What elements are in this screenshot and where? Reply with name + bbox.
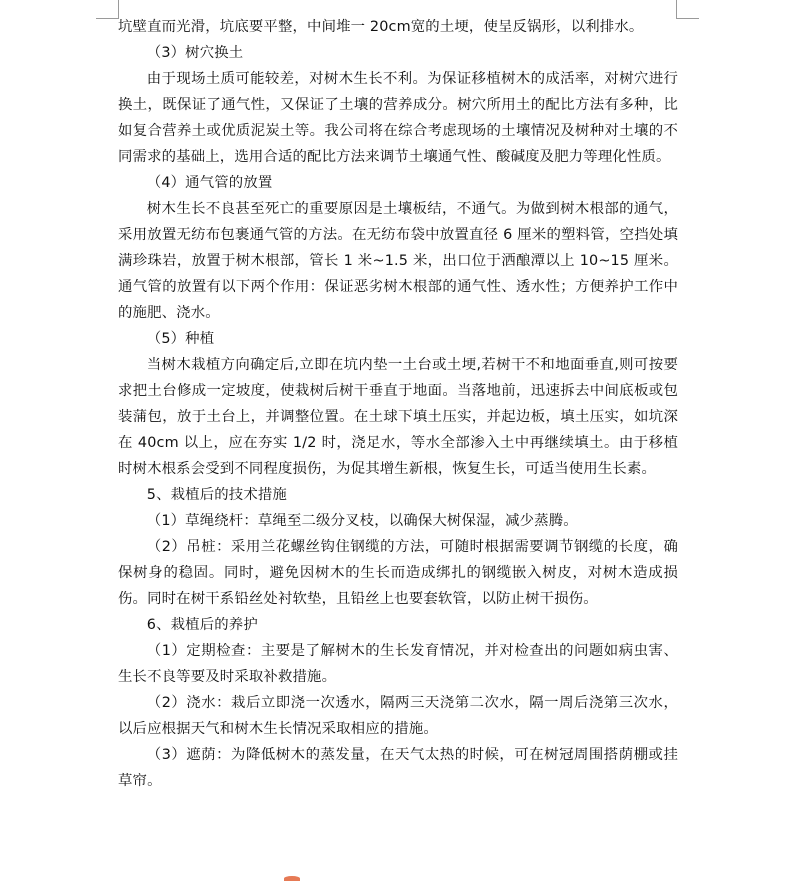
- page-corner-mark-right: [676, 0, 699, 19]
- page-corner-mark-left: [96, 0, 119, 19]
- paragraph-ventilation-pipe: 树木生长不良甚至死亡的重要原因是土壤板结，不通气。为做到树木根部的通气，采用放置无纺布包裹通气管的方法。在无纺布袋中放置直径 6 厘米的塑料管，空挡处填满珍珠岩，放置于树木根部，管长 1 米~1.5 米，出口位于洒酿潭以上 10~15 厘米。通气管的放置有以下两个作用：保证恶劣树木根部的通气性、透水性；方便养护工作中的施肥、浇水。: [118, 201, 678, 321]
- paragraph-planting: 当树木栽植方向确定后,立即在坑内垫一土台或土埂,若树干不和地面垂直,则可按要求把土台修成一定坡度，使栽树后树干垂直于地面。当落地前，迅速拆去中间底板或包装蒲包，放于土台上，并调整位置。在土球下填土压实，并起边板，填土压实，如坑深在 40cm 以上，应在夯实 1/2 时，浇足水，等水全部渗入土中再继续填土。由于移植时树木根系会受到不同程度损伤，为促其增生新根，恢复生长，可适当使用生长素。: [118, 357, 678, 477]
- section-heading-post-planting-measures: 5、栽植后的技术措施: [146, 487, 287, 503]
- paragraph-regular-inspection: （1）定期检查：主要是了解树木的生长发育情况，并对检查出的问题如病虫害、生长不良等要及时采取补救措施。: [118, 643, 678, 685]
- document-body: [118, 14, 678, 794]
- paragraph-soil-replacement: 由于现场土质可能较差，对树木生长不利。为保证移植树木的成活率，对树穴进行换土，既保证了通气性，又保证了土壤的营养成分。树穴所用土的配比方法有多种，比如复合营养土或优质泥炭土等。我公司将在综合考虑现场的土壤情况及树种对土壤的不同需求的基础上，选用合适的配比方法来调节土壤通气性、酸碱度及肥力等理化性质。: [118, 71, 678, 165]
- heading-tree-pit-soil-replacement: （3）树穴换土: [146, 45, 244, 61]
- paragraph-continuation: 坑壁直而光滑，坑底要平整，中间堆一 20cm宽的土埂，使呈反锅形，以利排水。: [118, 19, 644, 35]
- paragraph-straw-rope: （1）草绳绕杆：草绳至二级分叉枝，以确保大树保湿，减少蒸腾。: [146, 513, 578, 529]
- heading-planting: （5）种植: [146, 331, 215, 347]
- bottom-edge-mark: [284, 876, 300, 881]
- paragraph-guying: （2）吊桩：采用兰花螺丝钩住钢缆的方法，可随时根据需要调节钢缆的长度，确保树身的稳固。同时，避免因树木的生长而造成绑扎的钢缆嵌入树皮，对树木造成损伤。同时在树干系铅丝处衬软垫，且铅丝上也要套软管，以防止树干损伤。: [118, 539, 678, 607]
- heading-ventilation-pipe: （4）通气管的放置: [146, 175, 273, 191]
- paragraph-watering: （2）浇水：栽后立即浇一次透水，隔两三天浇第二次水，隔一周后浇第三次水，以后应根据天气和树木生长情况采取相应的措施。: [118, 695, 678, 737]
- section-heading-post-planting-maintenance: 6、栽植后的养护: [146, 617, 258, 633]
- paragraph-shading: （3）遮荫：为降低树木的蒸发量，在天气太热的时候，可在树冠周围搭荫棚或挂草帘。: [118, 747, 678, 789]
